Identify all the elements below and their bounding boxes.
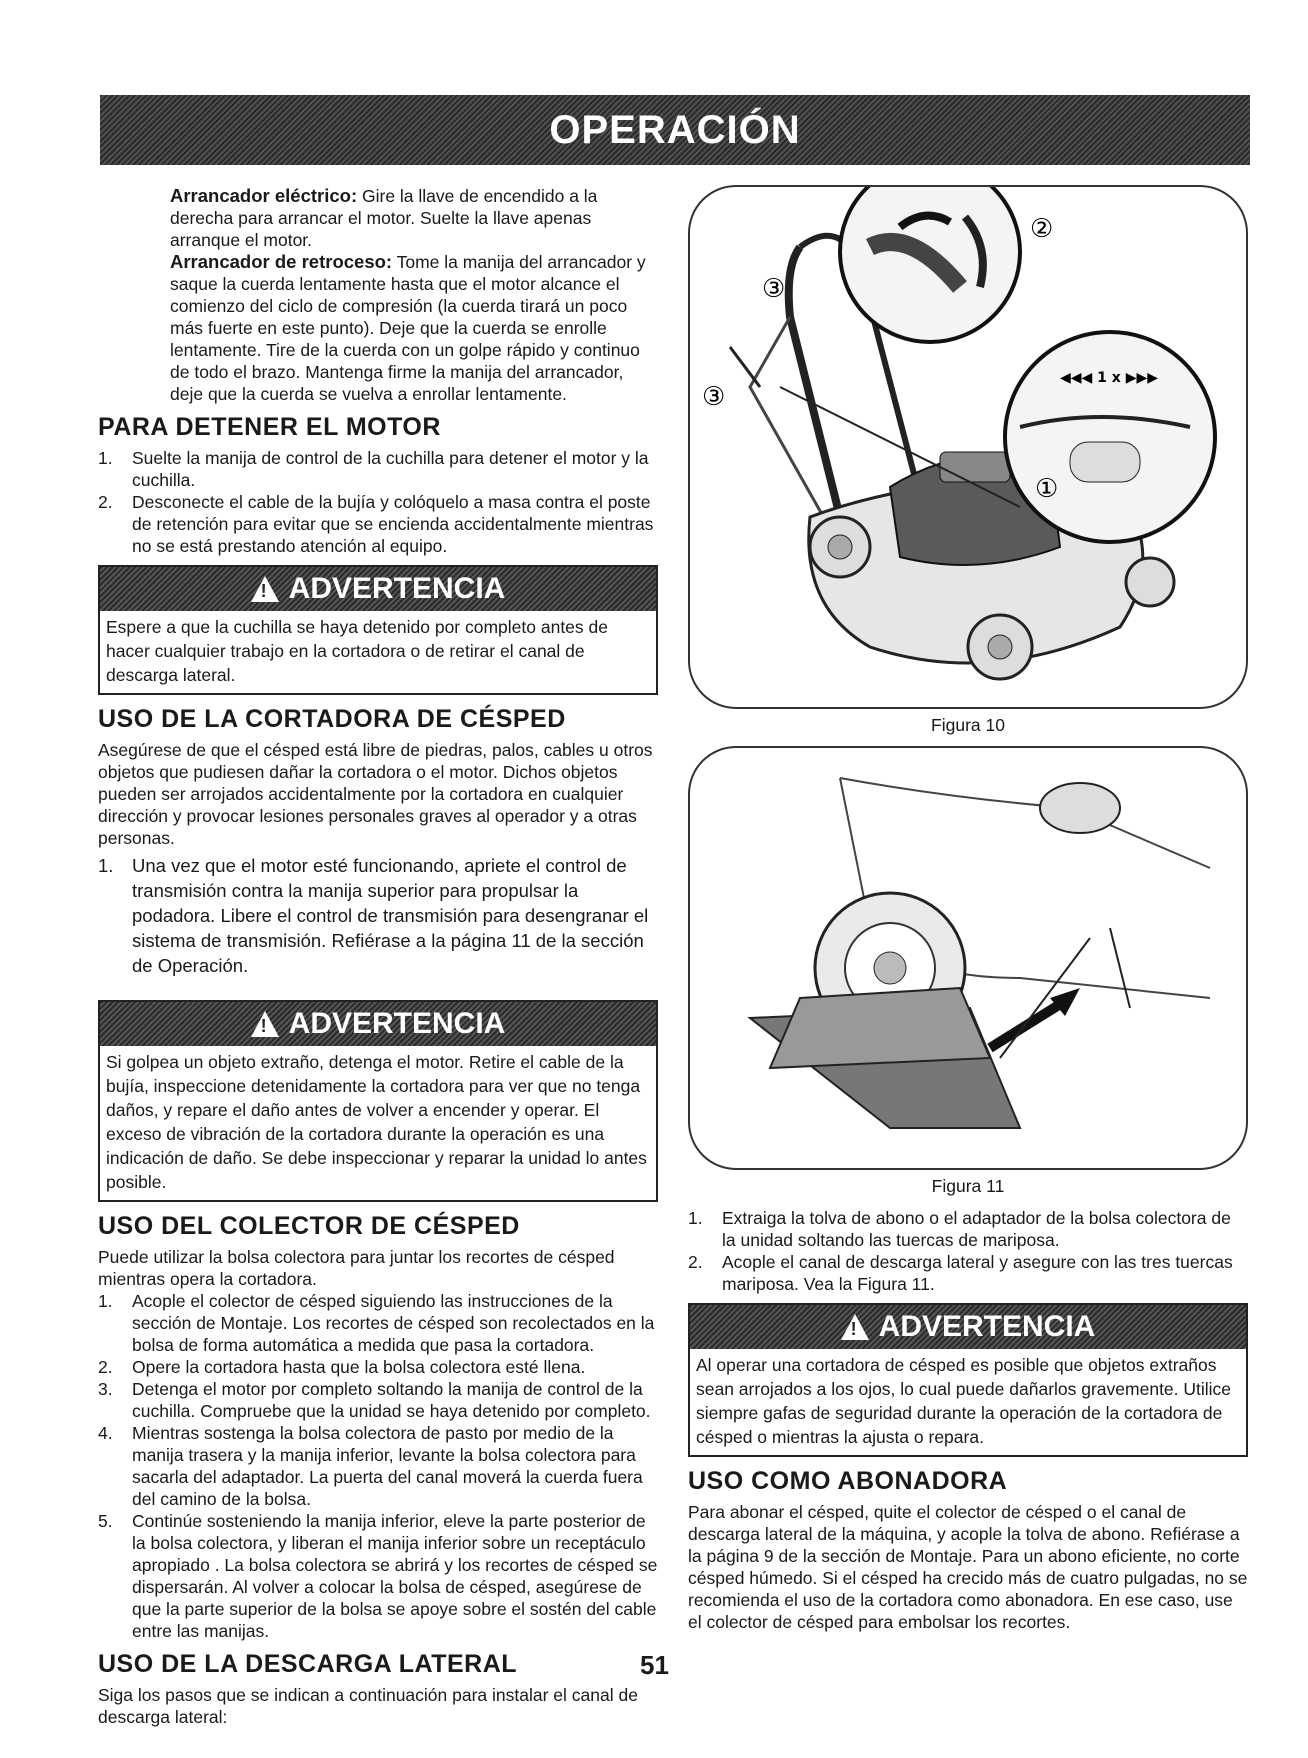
detail-zoom-circle (1005, 332, 1215, 542)
figure-11-caption: Figura 11 (931, 1176, 1005, 1196)
list-item (98, 853, 658, 978)
warning-triangle-icon (841, 1314, 869, 1340)
list-item (98, 1510, 658, 1642)
step-text: Una vez que el motor esté funcionando, apriete el control de transmisión contra la manija superior para propulsar la podadora. Libere el control de transmisión para desengranar el sistema de transmisión. Refiérase a la página 11 de la sección de Operación. (132, 855, 649, 976)
stop-motor-steps (98, 447, 658, 557)
step-text: Suelte la manija de control de la cuchilla para detener el motor y la cuchilla. (132, 448, 649, 490)
mulching-heading: USO COMO ABONADORA (688, 1467, 1008, 1495)
callout-2: ② (1030, 214, 1054, 244)
section-banner (100, 95, 1250, 165)
recoil-starter-label: Arrancador de retroceso: (170, 251, 393, 272)
warning-text: Al operar una cortadora de césped es posible que objetos extraños sean arrojados a los ojos, lo cual puede dañarlos gravemente. Utilice siempre gafas de seguridad durante la operación de la cortadora de césped o mientras la ajusta o repara. (696, 1355, 1232, 1447)
step-number: 1. (98, 1291, 113, 1311)
list-item (98, 1422, 658, 1510)
warning-triangle-icon (251, 1011, 279, 1037)
side-discharge-text: Siga los pasos que se indican a continuación para instalar el canal de descarga lateral: (98, 1685, 638, 1727)
warning-label: ADVERTENCIA (288, 572, 506, 605)
callout-3: ③ (762, 274, 786, 304)
side-discharge-heading: USO DE LA DESCARGA LATERAL (98, 1650, 518, 1678)
warning-box (688, 1303, 1248, 1457)
warning-label: ADVERTENCIA (878, 1310, 1096, 1343)
list-item (98, 447, 658, 491)
callout-3: ③ (702, 382, 726, 412)
step-number: 2. (98, 1357, 113, 1377)
step-number: 4. (98, 1423, 113, 1443)
figure-11 (688, 746, 1248, 1170)
step-number: 1. (688, 1208, 703, 1228)
list-item (98, 1378, 658, 1422)
list-item (98, 1290, 658, 1356)
page-title: OPERACIÓN (549, 107, 801, 152)
collector-steps (98, 1290, 658, 1642)
figure-10 (688, 185, 1248, 709)
indicator-text: ◀◀◀ 1 x ▶▶▶ (1060, 370, 1158, 386)
collector-text: Puede utilizar la bolsa colectora para juntar los recortes de césped mientras opera la cortadora. (98, 1247, 615, 1289)
starter-instructions (98, 185, 658, 405)
mower-use-text: Asegúrese de que el césped está libre de piedras, palos, cables u otros objetos que pudiesen dañar la cortadora o el motor. Dichos objetos pueden ser arrojados accidentalmente por la cortadora en cualquier dirección y provocar lesiones personales graves al operador y a otras personas. (98, 740, 653, 848)
step-text: Detenga el motor por completo soltando la manija de control de la cuchilla. Compruebe que la unidad se haya detenido por completo. (132, 1379, 651, 1421)
side-discharge-illustration (690, 748, 1246, 1164)
warning-header (100, 1002, 656, 1046)
step-text: Opere la cortadora hasta que la bolsa colectora esté llena. (132, 1357, 586, 1377)
side-discharge-steps (688, 1207, 1248, 1295)
collector-heading: USO DEL COLECTOR DE CÉSPED (98, 1212, 520, 1240)
list-item (98, 491, 658, 557)
step-text: Acople el colector de césped siguiendo las instrucciones de la sección de Montaje. Los recortes de césped son recolectados en la bolsa de forma automática a medida que pasa la cortadora. (132, 1291, 655, 1355)
electric-starter-text: Gire la llave de encendido a la derecha para arrancar el motor. Suelte la llave apenas arranque el motor. (170, 186, 598, 250)
step-number: 2. (98, 492, 113, 512)
step-text: Acople el canal de descarga lateral y asegure con las tres tuercas mariposa. Vea la Figura 11. (722, 1252, 1233, 1294)
step-number: 3. (98, 1379, 113, 1399)
list-item (688, 1207, 1248, 1251)
page-number: 51 (640, 1650, 669, 1680)
figure-10-caption: Figura 10 (931, 715, 1005, 735)
warning-box (98, 1000, 658, 1202)
step-number: 5. (98, 1511, 113, 1531)
step-number: 1. (98, 448, 113, 468)
warning-label: ADVERTENCIA (288, 1007, 506, 1040)
step-number: 2. (688, 1252, 703, 1272)
step-number: 1. (98, 855, 114, 876)
warning-text: Espere a que la cuchilla se haya detenido por completo antes de hacer cualquier trabajo en la cortadora o de retirar el canal de descarga lateral. (106, 617, 608, 685)
warning-box (98, 565, 658, 695)
right-column (688, 185, 1248, 1633)
recoil-starter-text: Tome la manija del arrancador y saque la cuerda lentamente hasta que el motor alcance el comienzo del ciclo de compresión (la cuerda tirará un poco más fuerte en este punto). Deje que la cuerda se enrolle lentamente. Tire de la cuerda con un golpe rápido y continuo de todo el brazo. Mantenga firme la manija del arrancador, deje que la cuerda se vuelva a enrollar lentamente. (170, 252, 646, 404)
step-text: Mientras sostenga la bolsa colectora de pasto por medio de la manija trasera y la manija inferior, levante la bolsa colectora para sacarla del adaptador. La puerta del canal moverá la cuerda fuera del camino de la bolsa. (132, 1423, 643, 1509)
mower-use-steps (98, 853, 658, 978)
mulching-text: Para abonar el césped, quite el colector de césped o el canal de descarga lateral de la máquina, y acople la tolva de abono. Refiérase a la página 9 de la sección de Montaje. Para un abono eficiente, no corte césped húmedo. Si el césped ha crecido más de cuatro pulgadas, no se recomienda el uso de la cortadora como abonadora. En ese caso, use el colector de césped para embolsar los recortes. (688, 1502, 1248, 1632)
list-item (98, 1356, 658, 1378)
warning-triangle-icon (251, 576, 279, 602)
step-text: Desconecte el cable de la bujía y colóquelo a masa contra el poste de retención para evitar que se encienda accidentalmente mientras no se está prestando atención al equipo. (132, 492, 654, 556)
electric-starter-label: Arrancador eléctrico: (170, 185, 358, 206)
step-text: Extraiga la tolva de abono o el adaptador de la bolsa colectora de la unidad soltando las tuercas de mariposa. (722, 1208, 1231, 1250)
list-item (688, 1251, 1248, 1295)
callout-1: ① (1035, 474, 1059, 504)
mower-use-heading: USO DE LA CORTADORA DE CÉSPED (98, 705, 566, 733)
warning-header (690, 1305, 1246, 1349)
step-text: Continúe sosteniendo la manija inferior, eleve la parte posterior de la bolsa colectora, y liberan el manija inferior sobre un receptáculo apropiado . La bolsa colectora se abrirá y los recortes de césped se dispersarán. Al volver a colocar la bolsa de césped, asegúrese de que la parte superior de la bolsa se apoye sobre el sostén del cable entre las manijas. (132, 1511, 658, 1641)
left-column (98, 185, 658, 1728)
warning-header (100, 567, 656, 611)
stop-motor-heading: PARA DETENER EL MOTOR (98, 413, 441, 441)
lawn-mower-illustration (690, 187, 1246, 703)
warning-text: Si golpea un objeto extraño, detenga el motor. Retire el cable de la bujía, inspeccione detenidamente la cortadora para ver que no tenga daños, y repare el daño antes de volver a encender y operar. El exceso de vibración de la cortadora durante la operación es una indicación de daño. Se debe inspeccionar y reparar la unidad lo antes posible. (106, 1052, 647, 1192)
